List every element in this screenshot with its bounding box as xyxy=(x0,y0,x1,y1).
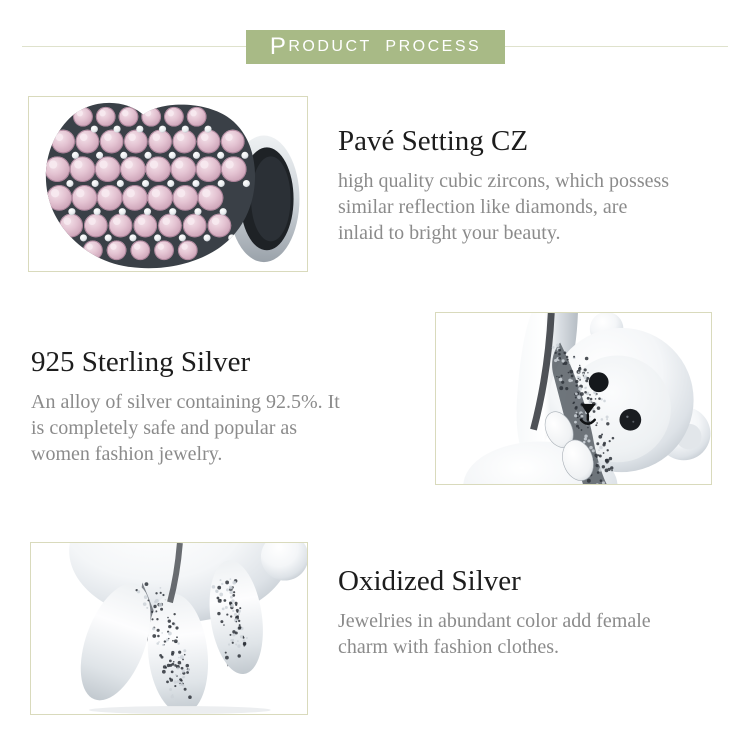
section-title: 925 Sterling Silver xyxy=(31,346,251,378)
photo-frame-bear-legs xyxy=(30,542,308,715)
section-oxidized-silver xyxy=(338,566,728,660)
section-pave-setting xyxy=(338,126,728,246)
section-body: Jewelries in abundant color add female charm with fashion clothes. xyxy=(338,610,651,658)
section-body: high quality cubic zircons, which possess similar reflection like diamonds, are inlaid to bright your beauty. xyxy=(338,170,670,244)
oxidized-silver-bear-legs-photo xyxy=(31,543,307,714)
header-banner xyxy=(246,30,505,64)
photo-frame-bear-face xyxy=(435,312,712,485)
header-title: RODUCT PROCESS xyxy=(288,38,482,55)
section-body: An alloy of silver containing 92.5%. It is completely safe and popular as women fashion jewelry. xyxy=(31,391,340,465)
section-title: Pavé Setting CZ xyxy=(338,125,529,157)
section-sterling-silver xyxy=(31,347,421,467)
pink-pave-cz-heart-charm-photo xyxy=(29,97,307,271)
photo-frame-pave-heart xyxy=(28,96,308,272)
silver-bear-charm-face-photo xyxy=(436,313,711,484)
section-title: Oxidized Silver xyxy=(338,565,521,597)
header-title-initial: P xyxy=(269,33,289,60)
